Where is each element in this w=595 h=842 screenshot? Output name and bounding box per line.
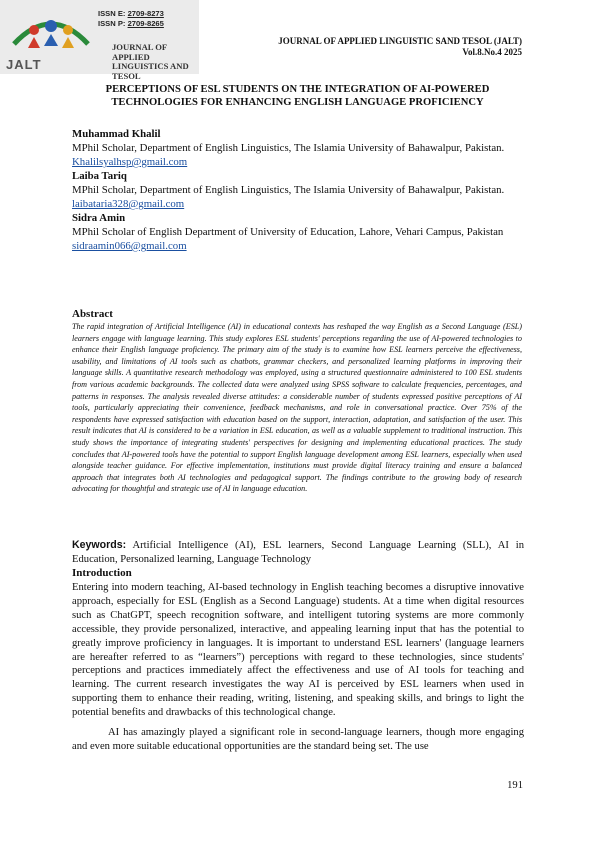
logo-journal-name: JOURNAL OF APPLIED LINGUISTICS AND TESOL — [112, 42, 189, 81]
author-name: Muhammad Khalil — [72, 128, 161, 140]
author-email-link[interactable]: laibataria328@gmail.com — [72, 198, 185, 210]
page-number: 191 — [507, 780, 523, 791]
author-block — [72, 127, 522, 169]
introduction-body — [72, 581, 524, 760]
author-email-link[interactable]: sidraamin066@gmail.com — [72, 240, 187, 252]
author-email-link[interactable]: Khalilsyalhsp@gmail.com — [72, 156, 188, 168]
author-list — [72, 127, 522, 253]
author-affiliation: MPhil Scholar, Department of English Linguistics, The Islamia University of Bahawalpur, Pakistan. — [72, 142, 505, 154]
author-name: Sidra Amin — [72, 212, 126, 224]
keywords-text: Artificial Intelligence (AI), ESL learners, Second Language Learning (SLL), AI in Education, Personalized learning, Language Technology — [72, 540, 524, 565]
author-block — [72, 169, 522, 211]
author-name: Laiba Tariq — [72, 170, 127, 182]
keywords-label: Keywords: — [72, 539, 127, 551]
author-affiliation: MPhil Scholar, Department of English Linguistics, The Islamia University of Bahawalpur, Pakistan. — [72, 184, 505, 196]
issn-print: ISSN P: 2709-8265 — [98, 19, 164, 28]
paragraph: AI has amazingly played a significant role in second-language learners, though more engaging and even more suitable educational opportunities are the standard being set. The use — [72, 727, 524, 752]
logo-abbreviation: JALT — [6, 57, 42, 72]
author-block — [72, 211, 522, 253]
header-volume: Vol.8.No.4 2025 — [462, 47, 522, 57]
running-header — [278, 36, 522, 58]
header-journal: JOURNAL OF APPLIED LINGUISTIC SAND TESOL (JALT) — [278, 36, 522, 46]
introduction-heading: Introduction — [72, 567, 132, 579]
paragraph: Entering into modern teaching, AI-based technology in English teaching becomes a disruptive innovative approach, especially for ESL (English as a Second Language) students. At a time when digital resources such as ChatGPT, speech recognition software, and intelligent tutoring systems are more commonly accessible, they provide personalized, interactive, and appealing learning input that has the potential to greatly improve proficiency in languages. It is important to understand ESL learners' (language learners are hereafter referred to as “learners”) perceptions with regard to these technologies, since students' perceptions and practices immediately affect the effectiveness and use of AI tools for teaching and learning. The current research investigates the way AI is perceived by ESL learners when used in supporting them to enhance their reading, writing, listening, and speaking skills, and brings to light the potential benefits and drawbacks of this technological change. — [72, 582, 524, 719]
paper-title: PERCEPTIONS OF ESL STUDENTS ON THE INTEGRATION OF AI-POWERED TECHNOLOGIES FOR ENHANCING ENGLISH LANGUAGE PROFICIENCY — [105, 84, 490, 108]
jalt-logo-icon — [6, 6, 96, 56]
keywords — [72, 539, 524, 566]
issn-electronic: ISSN E: 2709-8273 — [98, 9, 164, 18]
author-affiliation: MPhil Scholar of English Department of University of Education, Lahore, Vehari Campus, Pakistan — [72, 226, 504, 238]
abstract-text: The rapid integration of Artificial Intelligence (AI) in educational contexts has reshaped the way English as a Second Language (ESL) learners engage with language learning. This study explores ESL students' perceptions regarding the use of AI-powered technologies to enhance their English language proficiency. The primary aim of the study is to examine how ESL learners perceive the effectiveness, usability, and limitations of AI tools such as chatbots, grammar checkers, and personalized learning platforms in improving their language skills. A quantitative research methodology was employed, using a structured questionnaire administered to 100 ESL students from various academic backgrounds. The collected data were analyzed using SPSS software to calculate frequencies, percentages, and patterns in responses. The analysis revealed diverse attitudes: a considerable number of students expressed positive perceptions of AI tools, particularly appreciating their convenience, feedback mechanisms, and role in conversational practice. Over 75% of the respondents have expressed satisfaction with education based on the support, interaction, adaptation, and satisfaction of the user. This result indicates that AI is considered to be a variation in ESL education, as well as a valuable supplement to traditional instruction. This study shows the importance of integrating students' perspectives for designing and implementing educational practices. The study concludes that AI-powered tools have the potential to support English language development among ESL learners, especially when used alongside teacher guidance. For effective implementation, institutions must provide digital literacy training and ensure a balanced approach that integrates both AI technologies and pedagogical support. The findings contribute to the growing body of research advocating for thoughtful and strategic use of AI in language education. — [72, 322, 522, 494]
abstract-heading: Abstract — [72, 308, 113, 320]
journal-logo — [0, 0, 199, 81]
